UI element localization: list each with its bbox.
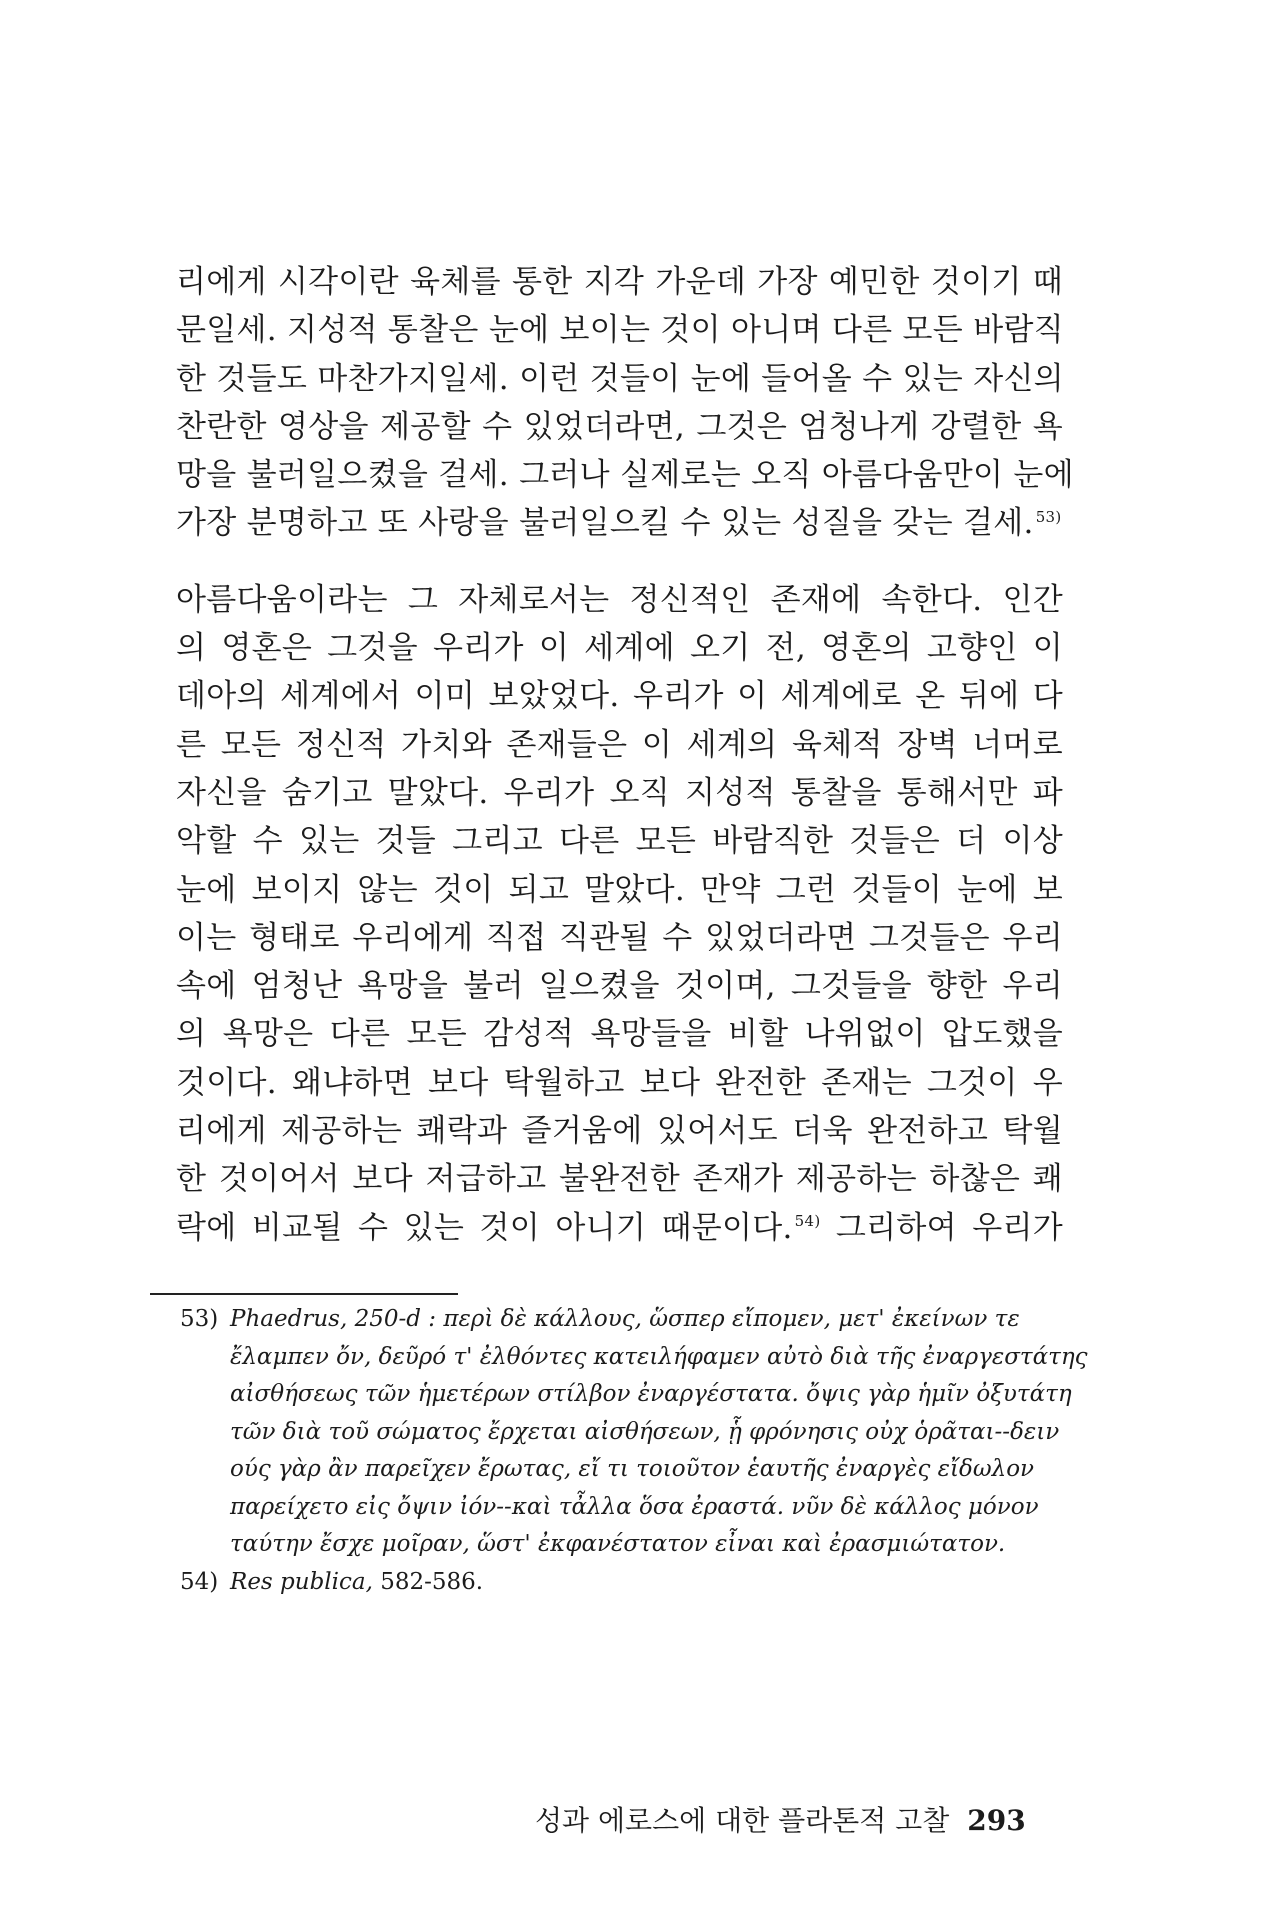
text-line: 리에게 제공하는 쾌락과 즐거움에 있어서도 더욱 완전하고 탁월 <box>176 1113 1063 1150</box>
text-line: 망을 불러일으켰을 걸세. 그러나 실제로는 오직 아름다움만이 눈에 <box>176 457 1074 494</box>
text-line: 한 것들도 마찬가지일세. 이런 것들이 눈에 들어올 수 있는 자신의 <box>176 360 1064 397</box>
footnote-number: 53) <box>180 1306 219 1332</box>
text-line: 이는 형태로 우리에게 직접 직관될 수 있었더라면 그것들은 우리 <box>176 919 1063 956</box>
text-line: 문일세. 지성적 통찰은 눈에 보이는 것이 아니며 다른 모든 바람직 <box>176 312 1064 349</box>
footnote-54 <box>180 1564 1080 1602</box>
page-number: 293 <box>967 1804 1026 1837</box>
footnote-line: αἰσθήσεως τῶν ἡμετέρων στίλβον ἐναργέστατα. ὄψις γὰρ ἡμῖν ὀξυτάτη <box>230 1381 1072 1407</box>
running-footer <box>535 1799 1026 1839</box>
footnote-rule <box>150 1293 458 1295</box>
footnote-line: ούς γὰρ ἂν παρεῖχεν ἔρωτας, εἴ τι τοιοῦτον ἑαυτῆς ἐναργὲς εἴδωλον <box>230 1456 1035 1482</box>
footnote-text: 250-d : περὶ δὲ κάλλους, ὥσπερ εἴπομεν, μετ' ἐκείνων τε <box>354 1306 1020 1332</box>
footnote-text: 582-586. <box>380 1568 484 1595</box>
footnote-line: ταύτην ἔσχε μοῖραν, ὥστ' ἐκφανέστατον εἶναι καὶ ἐρασμιώτατον. <box>230 1531 1006 1557</box>
paragraph-2 <box>176 576 1063 1252</box>
work-title: Phaedrus, <box>230 1306 348 1332</box>
text-line: 자신을 숨기고 말았다. 우리가 오직 지성적 통찰을 통해서만 파 <box>176 774 1063 811</box>
footnote-line: τῶν διὰ τοῦ σώματος ἔρχεται αἰσθήσεων, ᾗ φρόνησις οὐχ ὁρᾶται--δειν <box>230 1418 1060 1445</box>
text-line: 눈에 보이지 않는 것이 되고 말았다. 만약 그런 것들이 눈에 보 <box>176 871 1063 908</box>
text-line: 데아의 세계에서 이미 보았었다. 우리가 이 세계에로 온 뒤에 다 <box>176 678 1063 715</box>
text-line <box>176 499 1063 547</box>
footnote-number: 54) <box>180 1568 219 1595</box>
text-segment: 가장 분명하고 또 사랑을 불러일으킬 수 있는 성질을 갖는 걸세. <box>176 505 1034 542</box>
work-title: Res publica, <box>230 1568 373 1595</box>
footnote-ref-54: 54) <box>794 1212 821 1231</box>
text-line: 의 욕망은 다른 모든 감성적 욕망들을 비할 나위없이 압도했을 <box>176 1016 1063 1053</box>
footnote-ref-53: 53) <box>1035 508 1062 527</box>
text-line: 속에 엄청난 욕망을 불러 일으켰을 것이며, 그것들을 향한 우리 <box>176 968 1063 1005</box>
footnote-line <box>230 1564 1080 1602</box>
footnote-line: παρείχετο εἰς ὄψιν ἰόν--καὶ τἆλλα ὅσα ἐραστά. νῦν δὲ κάλλος μόνον <box>230 1493 1039 1520</box>
footnotes <box>180 1301 1088 1601</box>
footnote-line: ἔλαμπεν ὄν, δεῦρό τ' ἐλθόντες κατειλήφαμεν αὐτὸ διὰ τῆς ἐναργεστάτης <box>230 1343 1088 1370</box>
footnote-53 <box>180 1301 1088 1564</box>
text-segment: 락에 비교될 수 있는 것이 아니기 때문이다. <box>176 1209 793 1246</box>
chapter-title: 성과 에로스에 대한 플라톤적 고찰 <box>535 1804 950 1837</box>
main-text <box>176 258 1074 1252</box>
text-line: 아름다움이라는 그 자체로서는 정신적인 존재에 속한다. 인간 <box>176 581 1063 618</box>
text-line <box>176 1204 1063 1252</box>
text-line: 것이다. 왜냐하면 보다 탁월하고 보다 완전한 존재는 그것이 우 <box>176 1064 1063 1101</box>
paragraph-gap <box>176 548 1063 576</box>
text-segment: 그리하여 우리가 <box>835 1209 1063 1246</box>
paragraph-1 <box>176 258 1074 548</box>
text-line: 찬란한 영상을 제공할 수 있었더라면, 그것은 엄청나게 강렬한 욕 <box>176 408 1063 445</box>
footnote-line <box>230 1301 1080 1339</box>
text-line: 악할 수 있는 것들 그리고 다른 모든 바람직한 것들은 더 이상 <box>176 823 1063 860</box>
text-line: 른 모든 정신적 가치와 존재들은 이 세계의 육체적 장벽 너머로 <box>176 726 1063 763</box>
text-line: 의 영혼은 그것을 우리가 이 세계에 오기 전, 영혼의 고향인 이 <box>176 630 1063 667</box>
text-line: 한 것이어서 보다 저급하고 불완전한 존재가 제공하는 하찮은 쾌 <box>176 1161 1063 1198</box>
text-line: 리에게 시각이란 육체를 통한 지각 가운데 가장 예민한 것이기 때 <box>176 264 1063 300</box>
